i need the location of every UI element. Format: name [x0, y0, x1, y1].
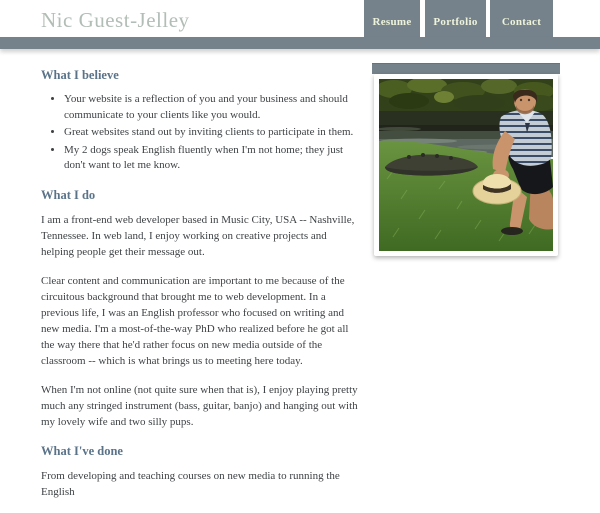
nav-button-resume-label: Resume	[372, 15, 412, 28]
site-title: Nic Guest-Jelley	[41, 8, 190, 32]
paragraph: When I'm not online (not quite sure when that is), I enjoy playing pretty much any stringed instrument (bass, guitar, banjo) and hanging out with my lovely wife and two silly pups.	[41, 383, 358, 428]
photo-frame	[374, 74, 558, 256]
photo-column	[372, 63, 560, 256]
nav-button-contact-label: Contact	[501, 15, 542, 28]
believe-bullet-list	[41, 92, 360, 174]
section-heading-what-i-do: What I do	[41, 187, 96, 202]
photo-accent-strip	[372, 63, 560, 74]
list-item: • Great websites stand out by inviting clients to participate in them.	[64, 125, 360, 141]
list-item: • My 2 dogs speak English fluently when I'm not home; they just don't want to let me know.	[64, 143, 360, 174]
paragraph: I am a front-end web developer based in Music City, USA -- Nashville, Tennessee. In web land, I enjoy working on creative projects and helping people get their message out.	[41, 213, 355, 258]
nav-button-portfolio-label: Portfolio	[433, 15, 478, 28]
nav-button-portfolio[interactable]	[425, 0, 486, 37]
profile-photo	[379, 79, 553, 251]
paragraph: From developing and teaching courses on new media to running the English	[41, 469, 340, 498]
nav-button-resume[interactable]	[364, 0, 420, 37]
section-heading-what-i-believe: What I believe	[41, 68, 119, 82]
section-heading-what-ive-done: What I've done	[41, 443, 123, 458]
paragraph: Clear content and communication are important to me because of the circuitous background that brought me to web development. In a previous life, I was an English professor who focused on writing and new media. I'm a most-of-the-way PhD who realized before he got all the way there that he'd rather focus on new media outside of the classroom -- which is what brings us to meeting here today.	[41, 274, 349, 367]
nav-button-contact[interactable]	[490, 0, 553, 37]
list-item: • Your website is a reflection of you and your business and should communicate to your clients like you would.	[64, 92, 360, 123]
header-divider-bar	[0, 37, 600, 49]
main-content	[41, 60, 360, 513]
